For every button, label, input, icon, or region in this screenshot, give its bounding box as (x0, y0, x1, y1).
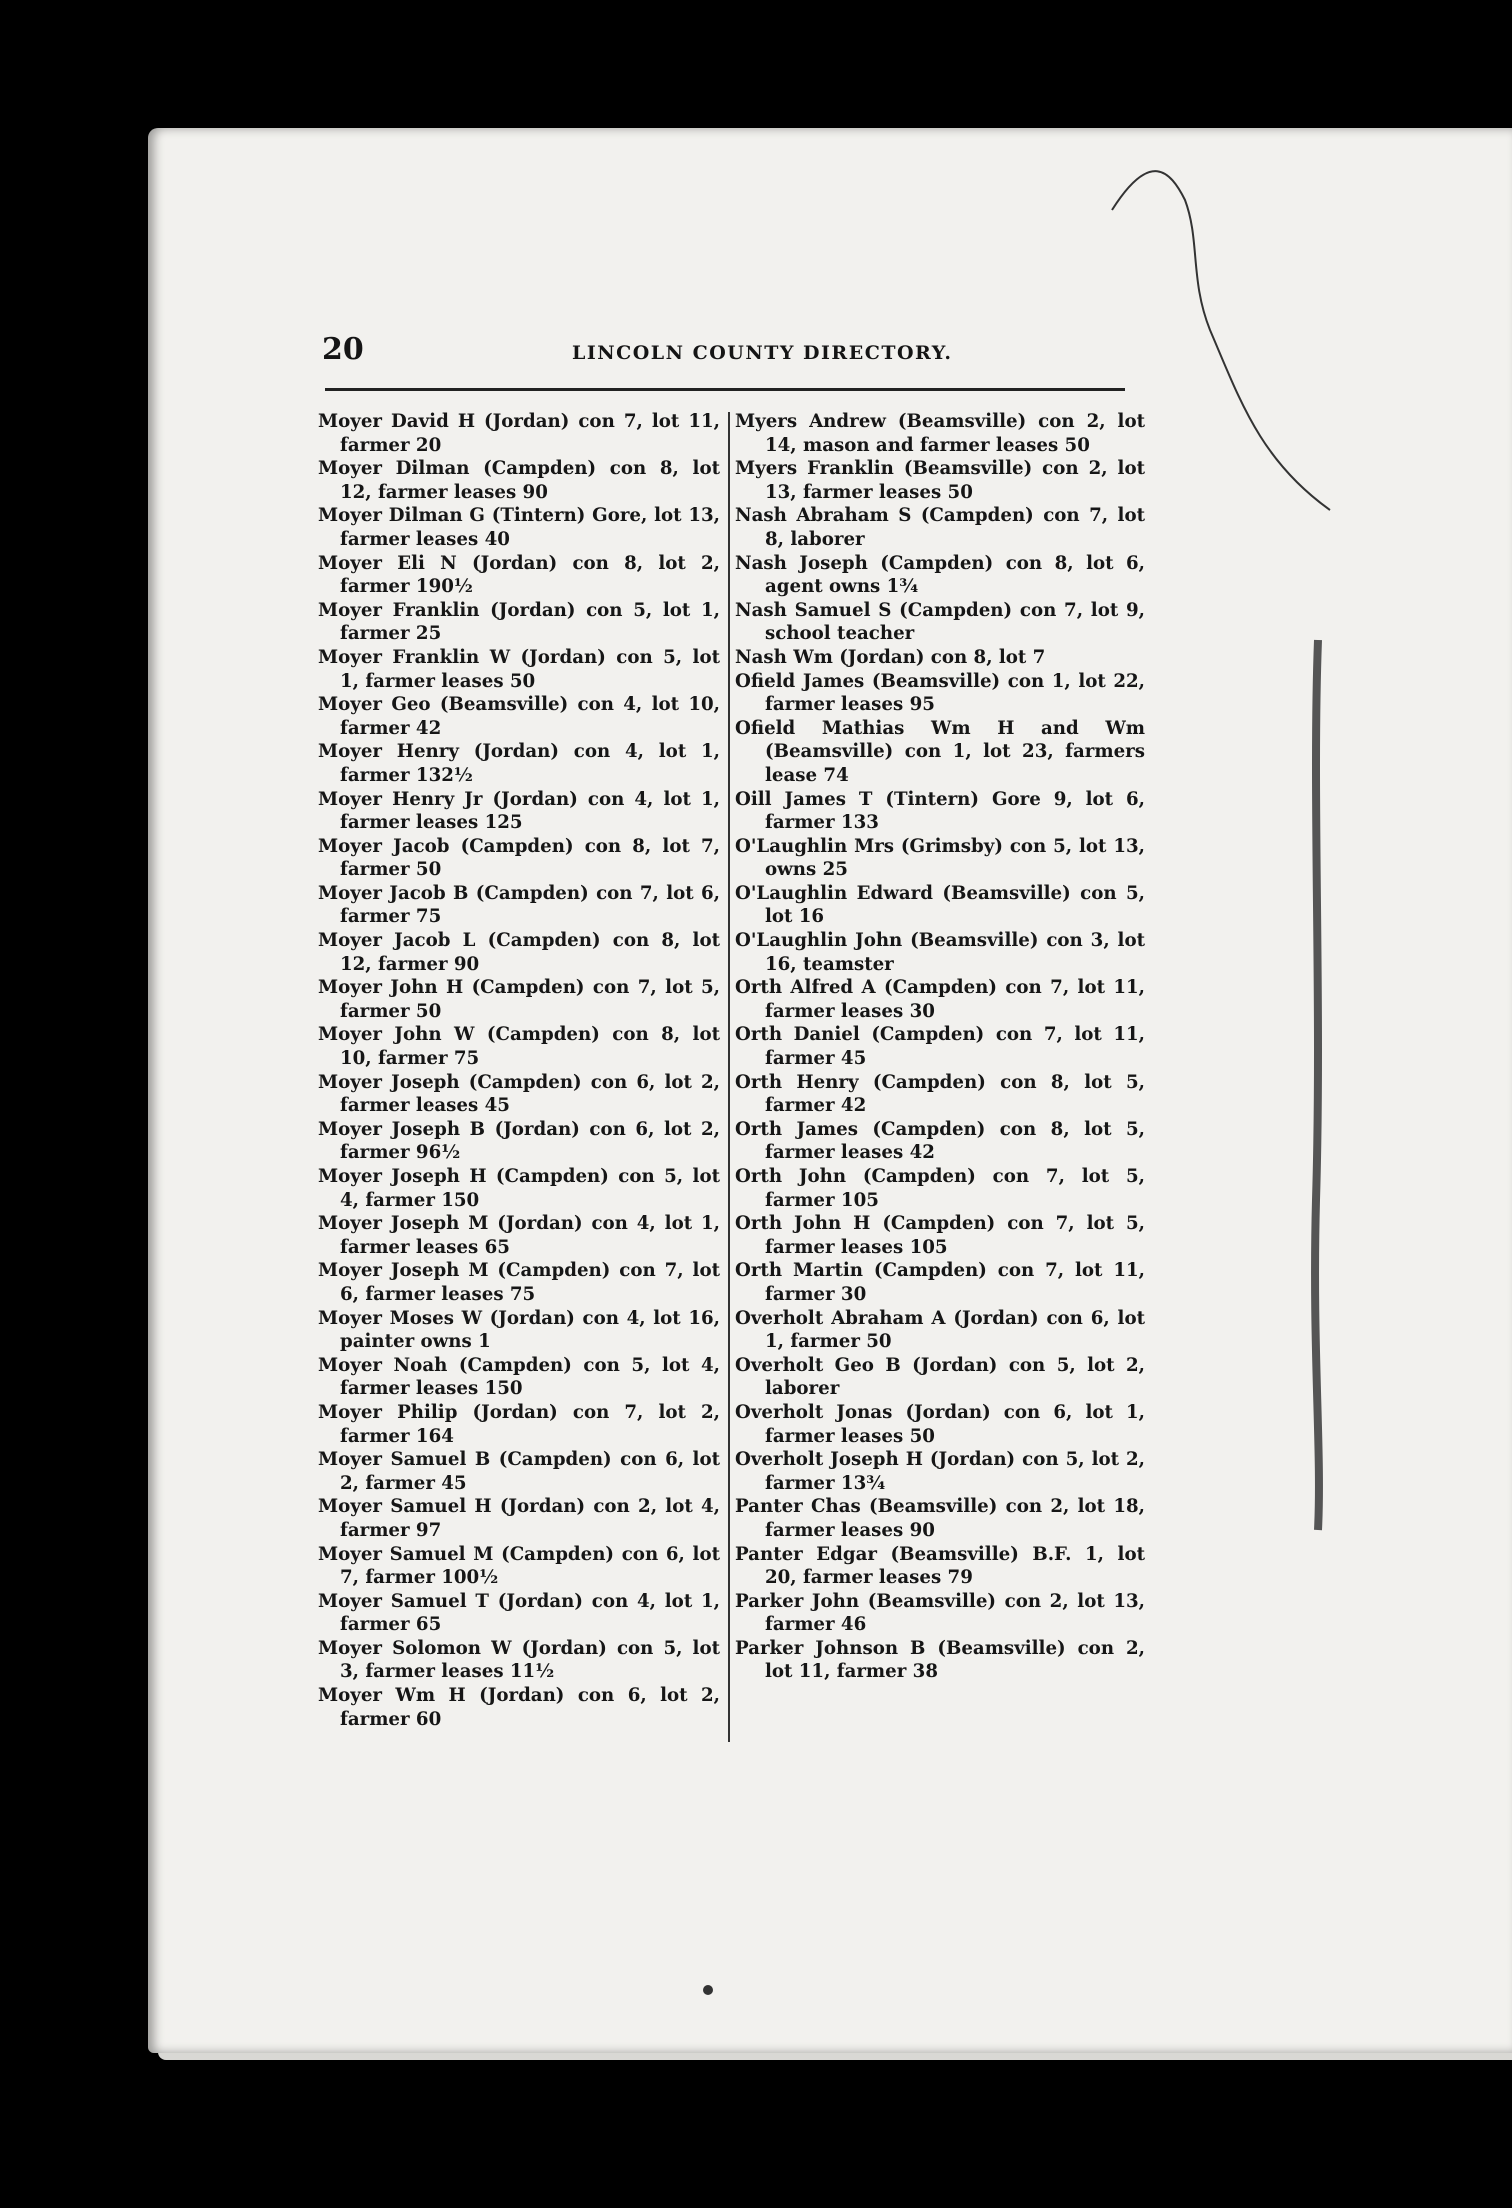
directory-entry: Moyer Eli N (Jordan) con 8, lot 2, farmer 190½ (318, 552, 720, 598)
directory-entry: Ofield Mathias Wm H and Wm (Beamsville) con 1, lot 23, farmers lease 74 (735, 717, 1145, 786)
directory-entry: Overholt Geo B (Jordan) con 5, lot 2, laborer (735, 1354, 1145, 1400)
directory-entry: Moyer Jacob (Campden) con 8, lot 7, farmer 50 (318, 835, 720, 881)
left-column (318, 410, 720, 1731)
directory-entry: Moyer Wm H (Jordan) con 6, lot 2, farmer 60 (318, 1685, 720, 1730)
directory-entry: O'Laughlin Edward (Beamsville) con 5, lot 16 (735, 882, 1145, 928)
directory-entry: Orth John (Campden) con 7, lot 5, farmer 105 (735, 1166, 1145, 1211)
ink-speck (703, 1985, 713, 1995)
directory-entry: Orth John H (Campden) con 7, lot 5, farmer leases 105 (735, 1213, 1145, 1258)
directory-entry: O'Laughlin Mrs (Grimsby) con 5, lot 13, owns 25 (735, 835, 1145, 881)
right-entry-list (735, 410, 1145, 1684)
directory-entry: Nash Abraham S (Campden) con 7, lot 8, laborer (735, 505, 1145, 550)
directory-entry: O'Laughlin John (Beamsville) con 3, lot 16, teamster (735, 930, 1145, 975)
directory-entry: Nash Wm (Jordan) con 8, lot 7 (735, 646, 1046, 668)
directory-entry: Orth Alfred A (Campden) con 7, lot 11, farmer leases 30 (735, 977, 1145, 1022)
directory-entry: Moyer Philip (Jordan) con 7, lot 2, farmer 164 (318, 1401, 720, 1447)
directory-entry: Moyer Joseph (Campden) con 6, lot 2, farmer leases 45 (318, 1071, 720, 1117)
directory-entry: Myers Andrew (Beamsville) con 2, lot 14, mason and farmer leases 50 (735, 411, 1145, 456)
directory-entry: Moyer Franklin W (Jordan) con 5, lot 1, farmer leases 50 (318, 646, 720, 692)
directory-entry: Moyer Geo (Beamsville) con 4, lot 10, farmer 42 (318, 694, 720, 739)
directory-entry: Nash Joseph (Campden) con 8, lot 6, agent owns 1¾ (735, 552, 1145, 598)
directory-entry: Nash Samuel S (Campden) con 7, lot 9, school teacher (735, 599, 1145, 645)
directory-entry: Panter Chas (Beamsville) con 2, lot 18, farmer leases 90 (735, 1496, 1145, 1541)
directory-entry: Moyer Dilman G (Tintern) Gore, lot 13, farmer leases 40 (318, 505, 720, 550)
directory-entry: Orth Martin (Campden) con 7, lot 11, farmer 30 (735, 1260, 1145, 1305)
directory-entry: Oill James T (Tintern) Gore 9, lot 6, farmer 133 (735, 788, 1145, 834)
directory-entry: Moyer Samuel B (Campden) con 6, lot 2, farmer 45 (318, 1449, 720, 1494)
directory-entry: Parker Johnson B (Beamsville) con 2, lot 11, farmer 38 (735, 1637, 1145, 1683)
directory-entry: Orth Henry (Campden) con 8, lot 5, farmer 42 (735, 1071, 1145, 1117)
directory-entry: Moyer Joseph M (Campden) con 7, lot 6, farmer leases 75 (318, 1260, 720, 1305)
directory-entry: Moyer Joseph M (Jordan) con 4, lot 1, farmer leases 65 (318, 1213, 720, 1258)
directory-entry: Overholt Joseph H (Jordan) con 5, lot 2, farmer 13¾ (735, 1449, 1145, 1494)
directory-entry: Panter Edgar (Beamsville) B.F. 1, lot 20, farmer leases 79 (735, 1543, 1145, 1589)
directory-entry: Moyer Henry (Jordan) con 4, lot 1, farmer 132½ (318, 741, 720, 786)
directory-entry: Moyer Jacob L (Campden) con 8, lot 12, farmer 90 (318, 930, 720, 975)
directory-entry: Moyer Dilman (Campden) con 8, lot 12, farmer leases 90 (318, 458, 720, 503)
directory-entry: Moyer Samuel M (Campden) con 6, lot 7, farmer 100½ (318, 1543, 720, 1589)
directory-entry: Overholt Jonas (Jordan) con 6, lot 1, farmer leases 50 (735, 1401, 1145, 1447)
spine-edge-mark (1315, 640, 1319, 1530)
directory-entry: Moyer John H (Campden) con 7, lot 5, farmer 50 (318, 977, 720, 1022)
header-rule (325, 388, 1125, 391)
directory-entry: Moyer Jacob B (Campden) con 7, lot 6, farmer 75 (318, 882, 720, 928)
page-header (322, 332, 1322, 372)
directory-entry: Ofield James (Beamsville) con 1, lot 22, farmer leases 95 (735, 670, 1145, 716)
directory-entry: Orth Daniel (Campden) con 7, lot 11, farmer 45 (735, 1024, 1145, 1070)
directory-entry: Moyer Moses W (Jordan) con 4, lot 16, painter owns 1 (318, 1307, 720, 1353)
column-divider (728, 412, 730, 1742)
left-entry-list (318, 410, 720, 1731)
directory-entry: Parker John (Beamsville) con 2, lot 13, farmer 46 (735, 1590, 1145, 1636)
directory-entry: Moyer David H (Jordan) con 7, lot 11, farmer 20 (318, 411, 720, 456)
right-column (735, 410, 1145, 1684)
page-number: 20 (322, 332, 364, 367)
directory-entry: Overholt Abraham A (Jordan) con 6, lot 1, farmer 50 (735, 1307, 1145, 1353)
directory-entry: Moyer Joseph H (Campden) con 5, lot 4, farmer 150 (318, 1166, 720, 1211)
directory-entry: Moyer Samuel T (Jordan) con 4, lot 1, farmer 65 (318, 1590, 720, 1636)
directory-entry: Moyer Joseph B (Jordan) con 6, lot 2, farmer 96½ (318, 1118, 720, 1164)
directory-entry: Myers Franklin (Beamsville) con 2, lot 13, farmer leases 50 (735, 458, 1145, 503)
directory-entry: Moyer Franklin (Jordan) con 5, lot 1, farmer 25 (318, 599, 720, 645)
directory-entry: Orth James (Campden) con 8, lot 5, farmer leases 42 (735, 1118, 1145, 1164)
running-title: LINCOLN COUNTY DIRECTORY. (572, 342, 953, 364)
directory-entry: Moyer Solomon W (Jordan) con 5, lot 3, farmer leases 11½ (318, 1637, 720, 1683)
directory-entry: Moyer Samuel H (Jordan) con 2, lot 4, farmer 97 (318, 1496, 720, 1541)
directory-entry: Moyer John W (Campden) con 8, lot 10, farmer 75 (318, 1024, 720, 1070)
directory-entry: Moyer Henry Jr (Jordan) con 4, lot 1, farmer leases 125 (318, 788, 720, 834)
directory-entry: Moyer Noah (Campden) con 5, lot 4, farmer leases 150 (318, 1354, 720, 1400)
